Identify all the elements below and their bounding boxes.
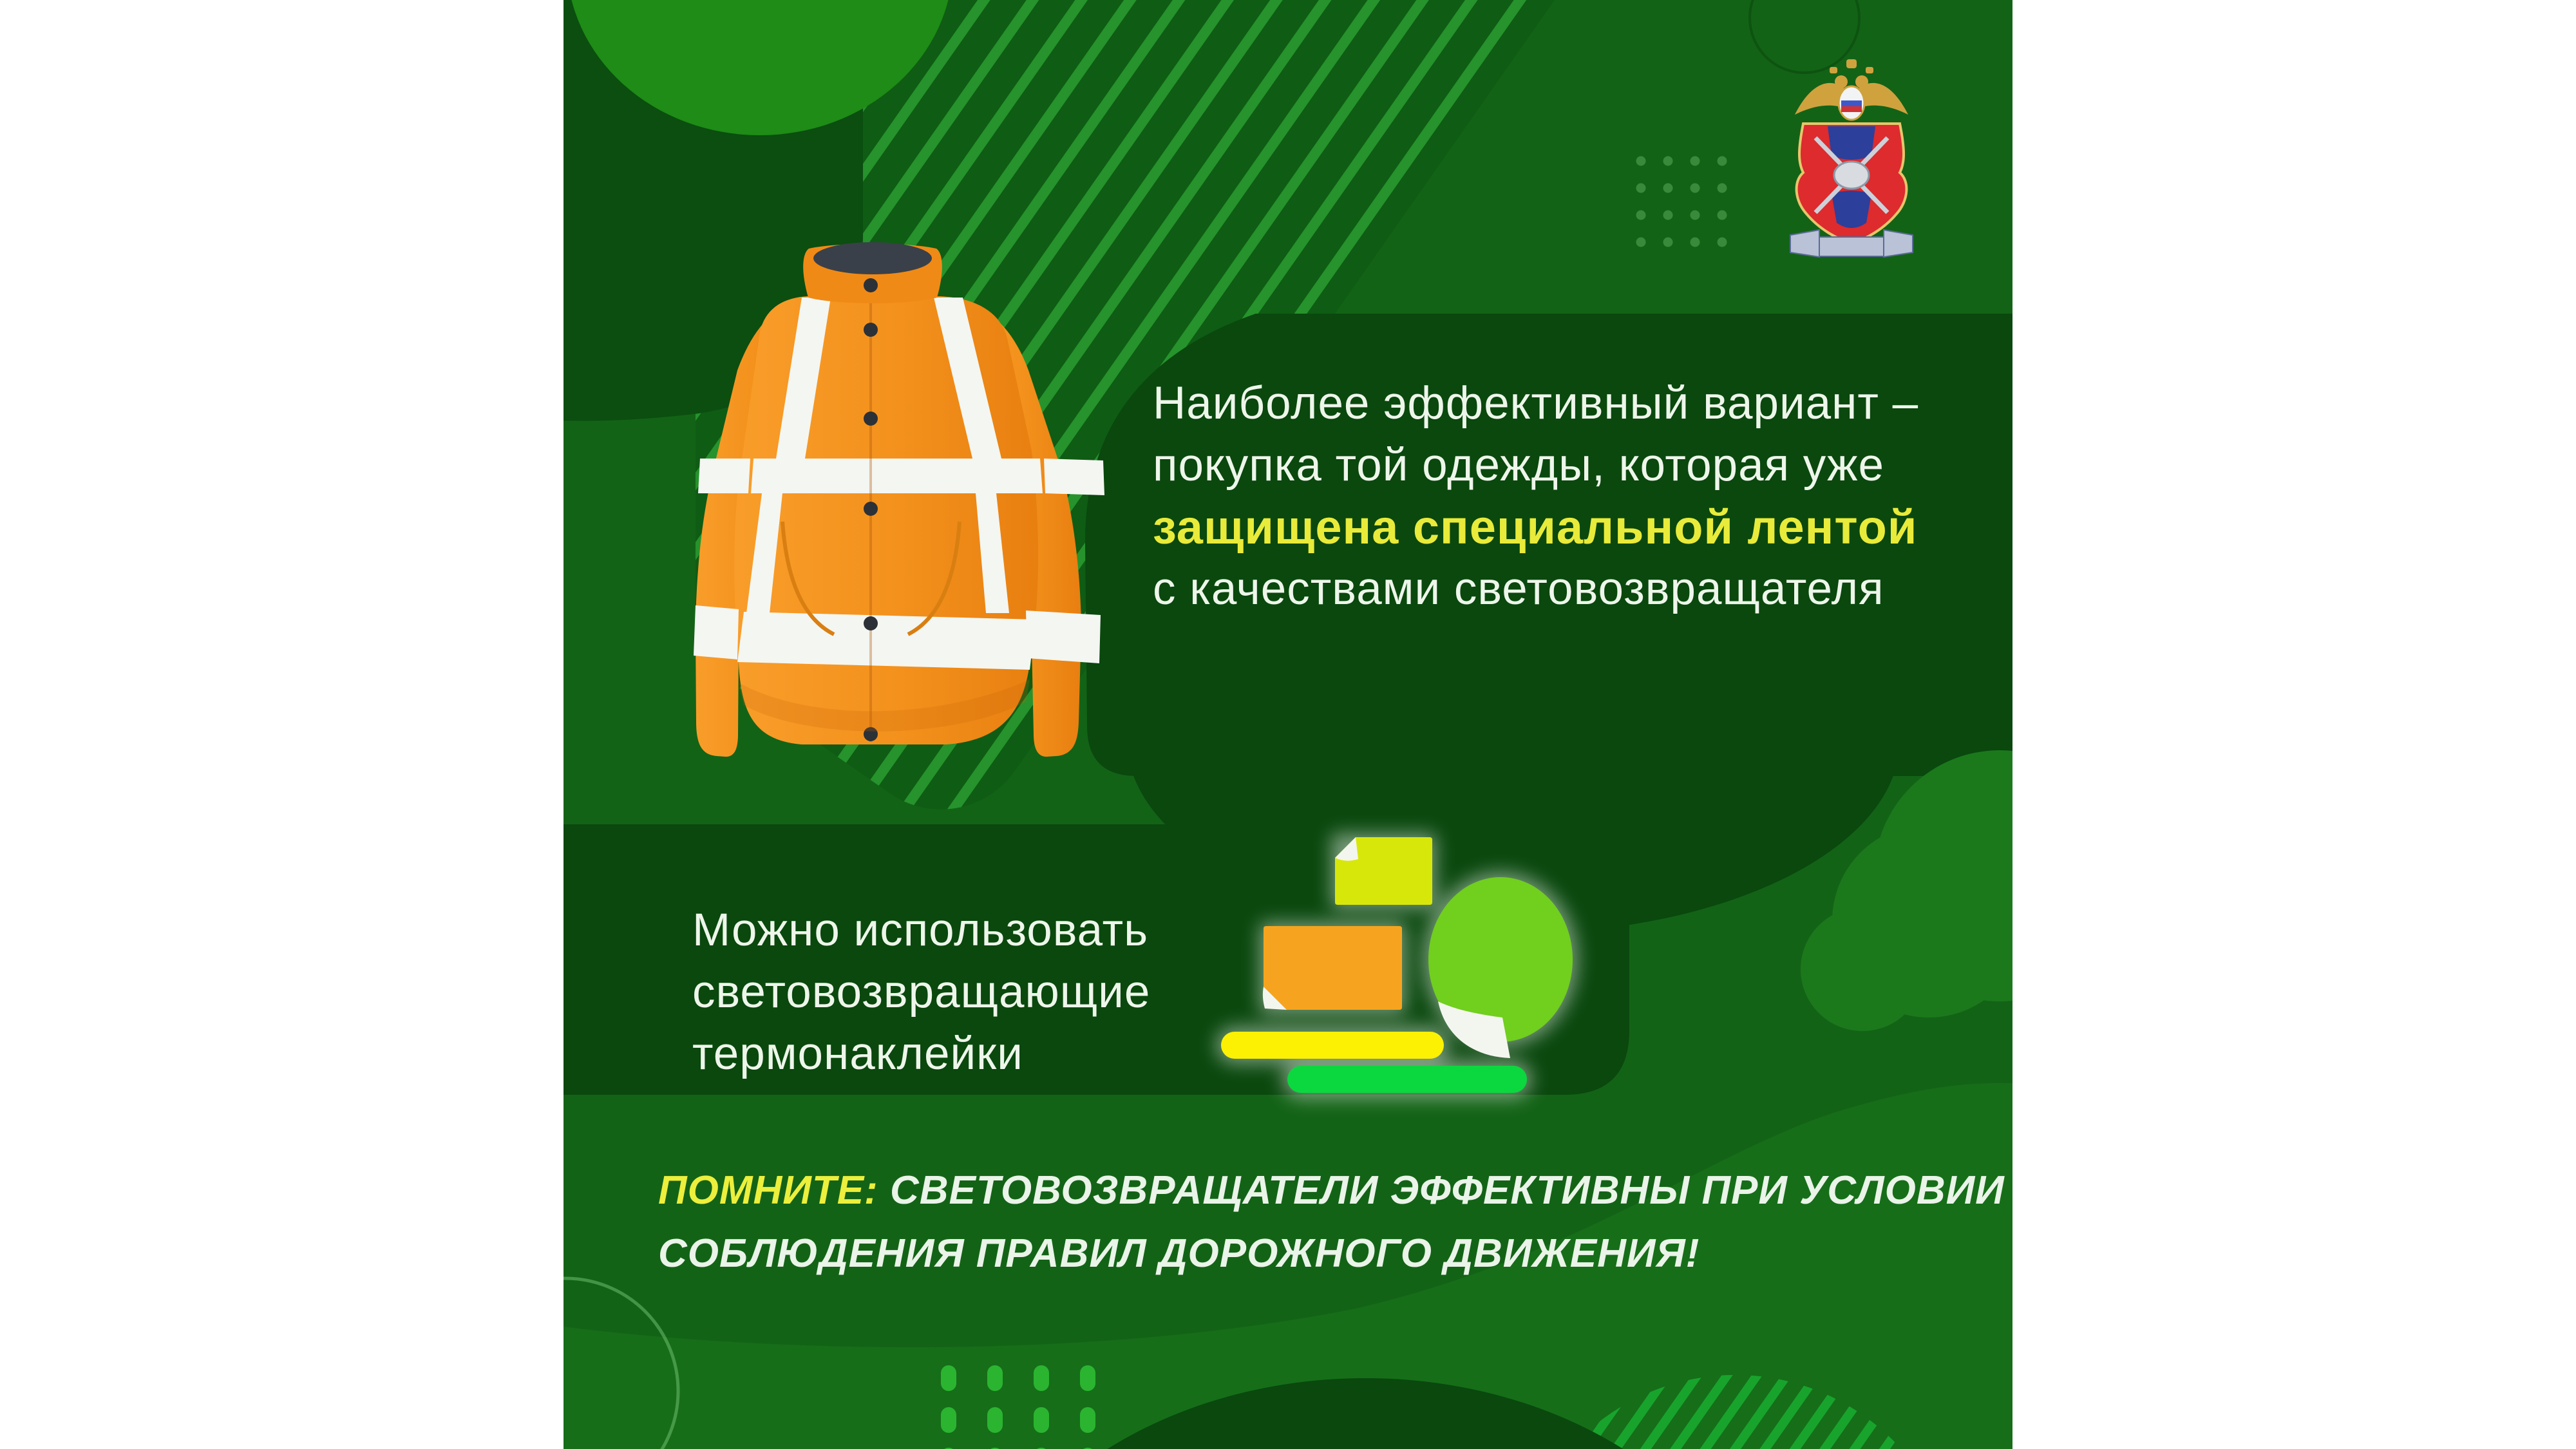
main-text-line-2: покупка той одежды, которая уже: [1153, 440, 1885, 491]
main-text-line-1: Наиболее эффективный вариант –: [1153, 378, 1919, 429]
stripe-mask: [564, 409, 696, 847]
sticker-orange-rect: [1264, 926, 1402, 1010]
main-text-line-3-highlight: защищена специальной лентой: [1153, 500, 1918, 554]
secondary-text-block: [692, 900, 1150, 1085]
poster-canvas: [564, 0, 2012, 1449]
footer-line-1-rest: СВЕТОВОЗВРАЩАТЕЛИ ЭФФЕКТИВНЫ ПРИ УСЛОВИИ: [878, 1168, 2005, 1213]
emblem-helmet: [1834, 162, 1869, 189]
footer-line-1: [658, 1159, 2005, 1222]
reflective-strip-green: [1287, 1066, 1527, 1093]
emblem-oval-blue: [1841, 100, 1862, 106]
footer-line-2: СОБЛЮДЕНИЯ ПРАВИЛ ДОРОЖНОГО ДВИЖЕНИЯ!: [658, 1231, 1700, 1276]
secondary-text-line-2: световозвращающие: [692, 967, 1151, 1018]
emblem-oval-red: [1841, 106, 1862, 112]
footer-warning-block: [658, 1159, 2005, 1285]
emblem-shield-blue-bottom: [1832, 191, 1871, 228]
main-text-line-4: с качествами световозвращателя: [1153, 564, 1884, 614]
reflective-strip-yellow: [1221, 1032, 1444, 1059]
jacket-collar-inner: [813, 242, 932, 274]
main-text-block: [1153, 373, 1918, 620]
secondary-text-line-1: Можно использовать: [692, 905, 1149, 956]
footer-highlight: ПОМНИТЕ:: [658, 1168, 878, 1213]
secondary-text-line-3: термонаклейки: [692, 1028, 1023, 1079]
